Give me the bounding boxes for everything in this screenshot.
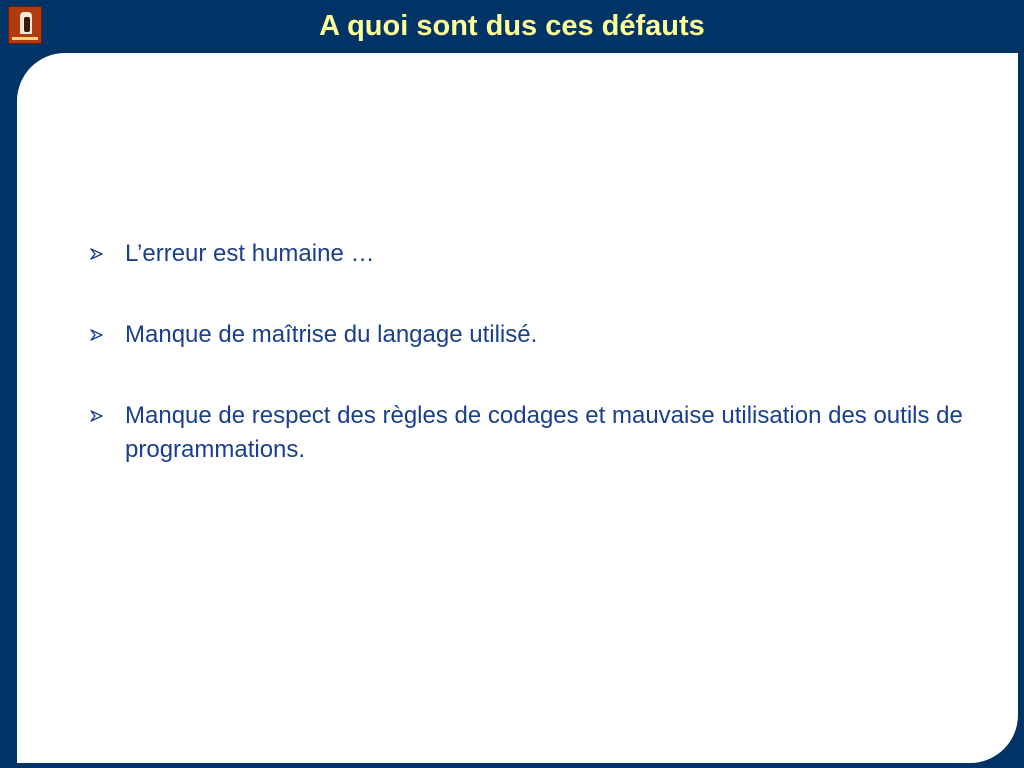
bullet-text: Manque de respect des règles de codages et mauvaise utilisation des outils de programmations.	[125, 402, 963, 463]
arrowhead-bullet-icon	[90, 410, 104, 422]
slide-title: A quoi sont dus ces défauts	[319, 10, 705, 42]
arrowhead-bullet-icon	[90, 248, 104, 260]
arrowhead-bullet-icon	[90, 329, 104, 341]
bullet-text: Manque de maîtrise du langage utilisé.	[125, 321, 538, 348]
bullet-item	[85, 399, 965, 467]
bullet-item	[85, 237, 965, 271]
bullet-text: L’erreur est humaine …	[125, 240, 375, 267]
bullet-item	[85, 318, 965, 352]
bullet-list	[85, 237, 965, 514]
